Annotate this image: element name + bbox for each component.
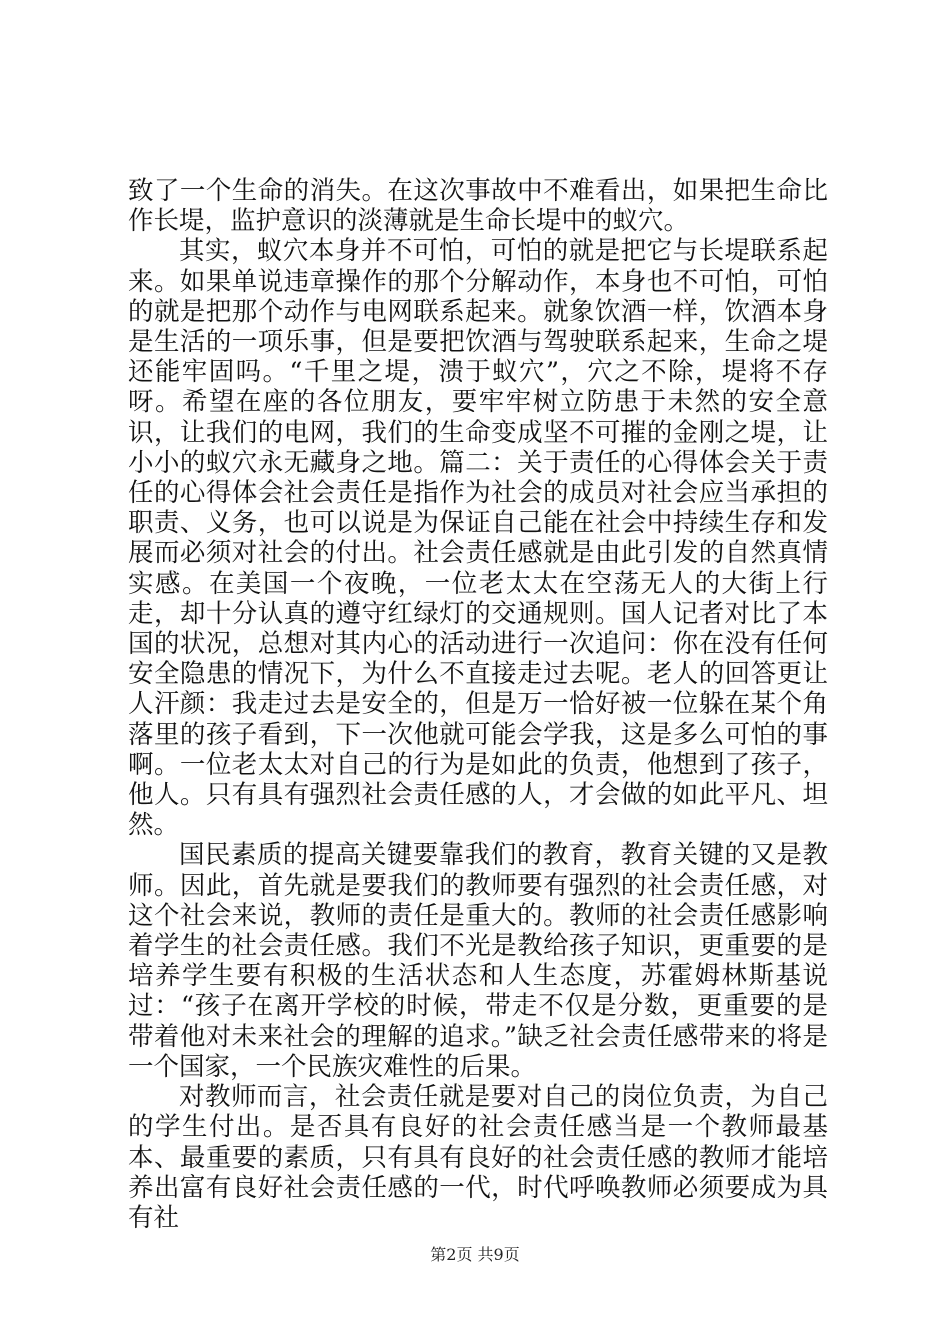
paragraph: 对教师而言，社会责任就是要对自己的岗位负责，为自己的学生付出。是否具有良好的社会责任感当是一个教师最基本、最重要的素质，只有具有良好的社会责任感的教师才能培养出富有良好社会责任感的一代，时代呼唤教师必须要成为具有社 (128, 1082, 828, 1233)
paragraph-continuation: 致了一个生命的消失。在这次事故中不难看出，如果把生命比作长堤，监护意识的淡薄就是生命长堤中的蚁穴。 (128, 176, 828, 237)
paragraph: 国民素质的提高关键要靠我们的教育，教育关键的又是教师。因此，首先就是要我们的教师要有强烈的社会责任感，对这个社会来说，教师的责任是重大的。教师的社会责任感影响着学生的社会责任感。我们不光是教给孩子知识，更重要的是培养学生要有积极的生活状态和人生态度，苏霍姆林斯基说过：“孩子在离开学校的时候，带走不仅是分数，更重要的是带着他对未来社会的理解的追求。”缺乏社会责任感带来的将是一个国家，一个民族灾难性的后果。 (128, 840, 828, 1082)
page-number-footer: 第2页 共9页 (430, 1245, 520, 1264)
document-body (128, 176, 828, 1233)
paragraph: 其实，蚁穴本身并不可怕，可怕的就是把它与长堤联系起来。如果单说违章操作的那个分解动作，本身也不可怕，可怕的就是把那个动作与电网联系起来。就象饮酒一样，饮酒本身是生活的一项乐事，但是要把饮酒与驾驶联系起来，生命之堤还能牢固吗。“千里之堤，溃于蚁穴”，穴之不除，堤将不存呀。希望在座的各位朋友，要牢牢树立防患于未然的安全意识，让我们的电网，我们的生命变成坚不可摧的金刚之堤，让小小的蚁穴永无藏身之地。篇二：关于责任的心得体会关于责任的心得体会社会责任是指作为社会的成员对社会应当承担的职责、义务，也可以说是为保证自己能在社会中持续生存和发展而必须对社会的付出。社会责任感就是由此引发的自然真情实感。在美国一个夜晚，一位老太太在空荡无人的大街上行走，却十分认真的遵守红绿灯的交通规则。国人记者对比了本国的状况，总想对其内心的活动进行一次追问：你在没有任何安全隐患的情况下，为什么不直接走过去呢。老人的回答更让人汗颜：我走过去是安全的，但是万一恰好被一位躲在某个角落里的孩子看到，下一次他就可能会学我，这是多么可怕的事啊。一位老太太对自己的行为是如此的负责，他想到了孩子，他人。只有具有强烈社会责任感的人，才会做的如此平凡、坦然。 (128, 236, 828, 841)
